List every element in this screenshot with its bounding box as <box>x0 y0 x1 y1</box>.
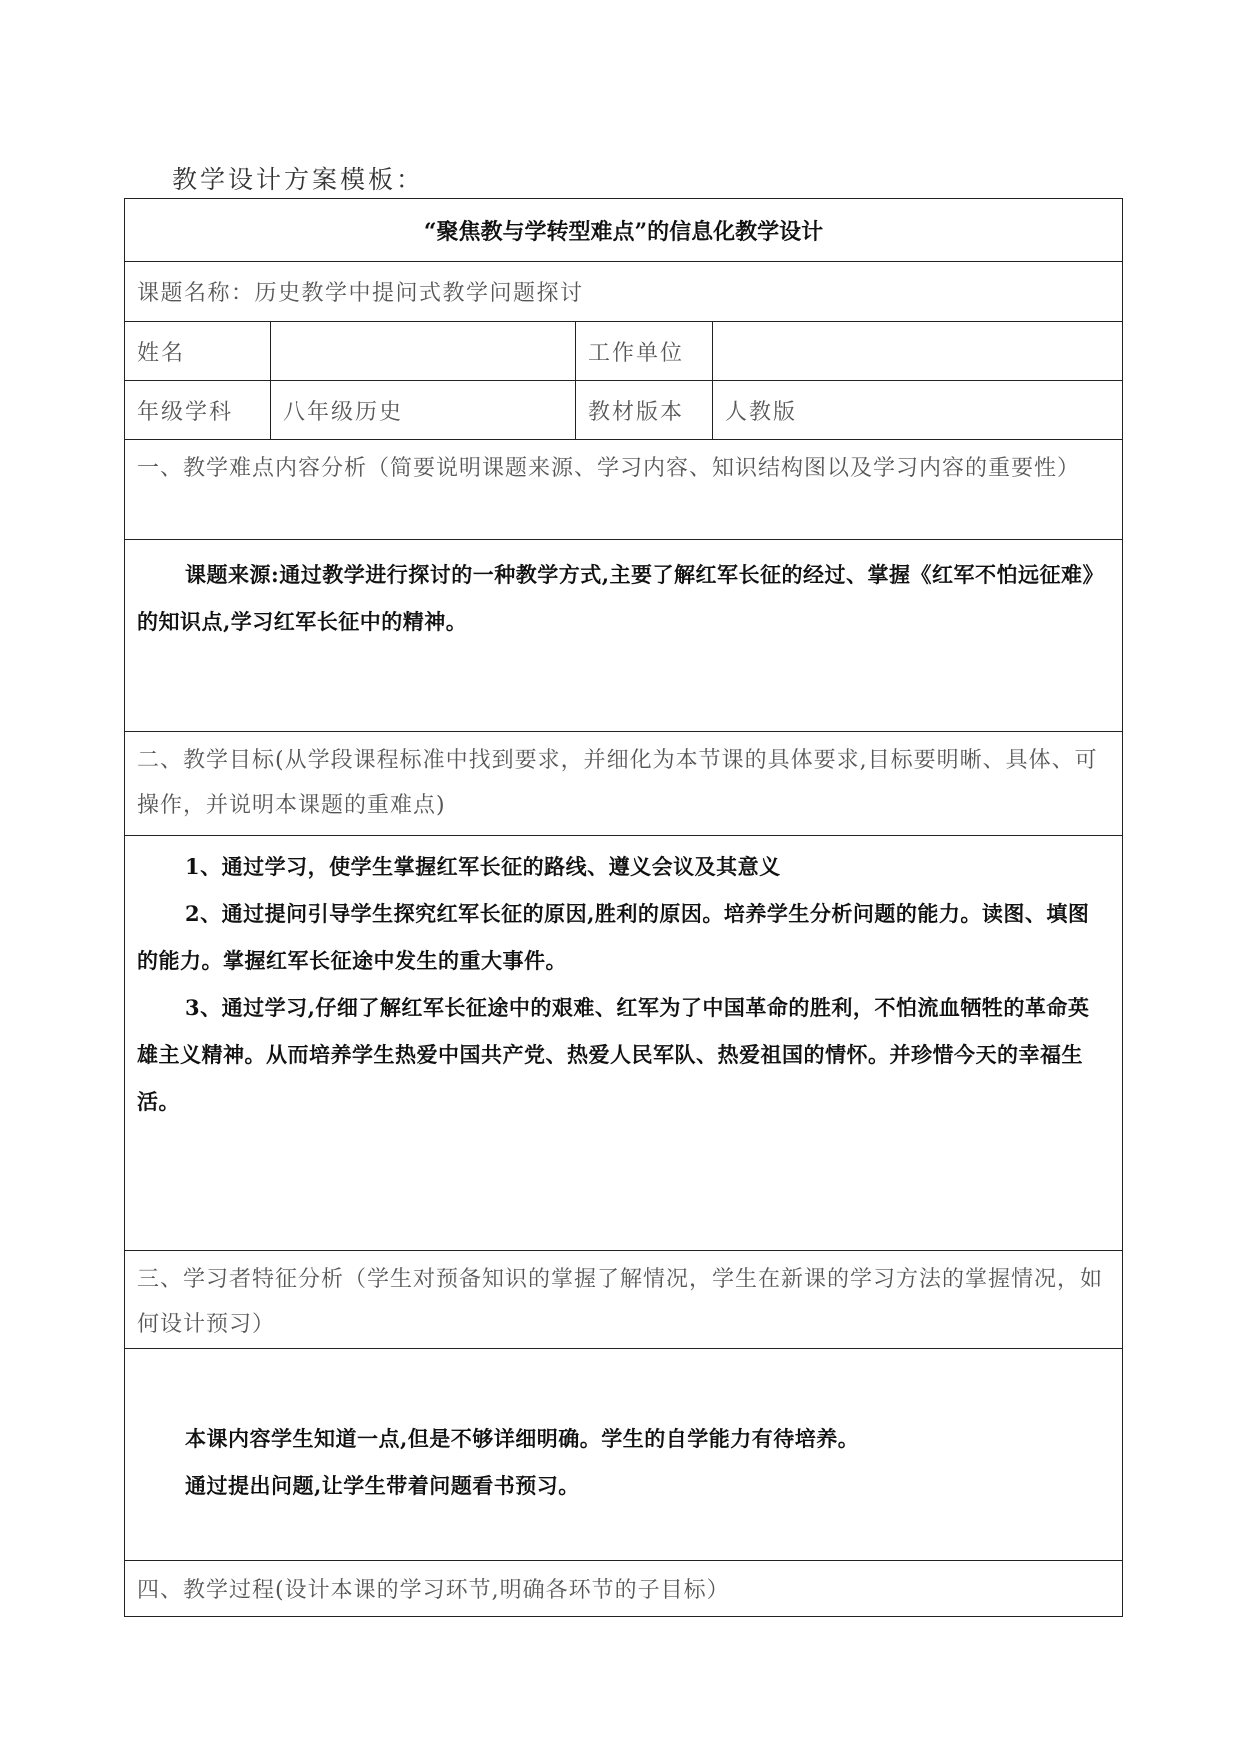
grade-field[interactable]: 八年级历史 <box>270 381 575 439</box>
page-heading: 教学设计方案模板： <box>172 165 425 194</box>
section-4-prompt: 四、教学过程(设计本课的学习环节,明确各环节的子目标） <box>125 1560 1122 1616</box>
lesson-design-form <box>124 198 1123 1617</box>
objective-1: 1、通过学习，使学生掌握红军长征的路线、遵义会议及其意义 <box>185 854 781 879</box>
section-1-paragraph: 课题来源:通过教学进行探讨的一种教学方式,主要了解红军长征的经过、掌握《红军不怕远征难》的知识点,学习红军长征中的精神。 <box>137 562 1105 634</box>
name-unit-row <box>125 321 1122 380</box>
edition-label: 教材版本 <box>575 381 712 439</box>
name-label: 姓名 <box>137 340 186 366</box>
unit-field[interactable] <box>712 322 1122 380</box>
objective-2: 2、通过提问引导学生探究红军长征的原因,胜利的原因。培养学生分析问题的能力。读图、填图的能力。掌握红军长征途中发生的重大事件。 <box>137 901 1090 973</box>
section-2-answer[interactable] <box>125 835 1122 1250</box>
grade-edition-row <box>125 380 1122 439</box>
section-1-prompt: 一、教学难点内容分析（简要说明课题来源、学习内容、知识结构图以及学习内容的重要性） <box>125 439 1122 539</box>
learner-analysis-2: 通过提出问题,让学生带着问题看书预习。 <box>185 1473 580 1498</box>
learner-analysis-1: 本课内容学生知道一点,但是不够详细明确。学生的自学能力有待培养。 <box>185 1426 860 1451</box>
section-3-prompt: 三、学习者特征分析（学生对预备知识的掌握了解情况，学生在新课的学习方法的掌握情况，如何设计预习） <box>125 1250 1122 1348</box>
unit-label: 工作单位 <box>575 322 712 380</box>
name-field[interactable] <box>270 322 575 380</box>
section-1-answer[interactable] <box>125 539 1122 731</box>
grade-label: 年级学科 <box>137 399 234 425</box>
form-title: “聚焦教与学转型难点”的信息化教学设计 <box>423 218 824 245</box>
objective-3: 3、通过学习,仔细了解红军长征途中的艰难、红军为了中国革命的胜利，不怕流血牺牲的革命英雄主义精神。从而培养学生热爱中国共产党、热爱人民军队、热爱祖国的情怀。并珍惜今天的幸福生活。 <box>137 995 1090 1114</box>
topic-field[interactable]: 课题名称：历史教学中提问式教学问题探讨 <box>125 261 1122 321</box>
section-2-prompt: 二、教学目标(从学段课程标准中找到要求，并细化为本节课的具体要求,目标要明晰、具体、可操作，并说明本课题的重难点) <box>125 731 1122 835</box>
edition-field[interactable]: 人教版 <box>712 381 1122 439</box>
section-3-answer[interactable] <box>125 1348 1122 1560</box>
